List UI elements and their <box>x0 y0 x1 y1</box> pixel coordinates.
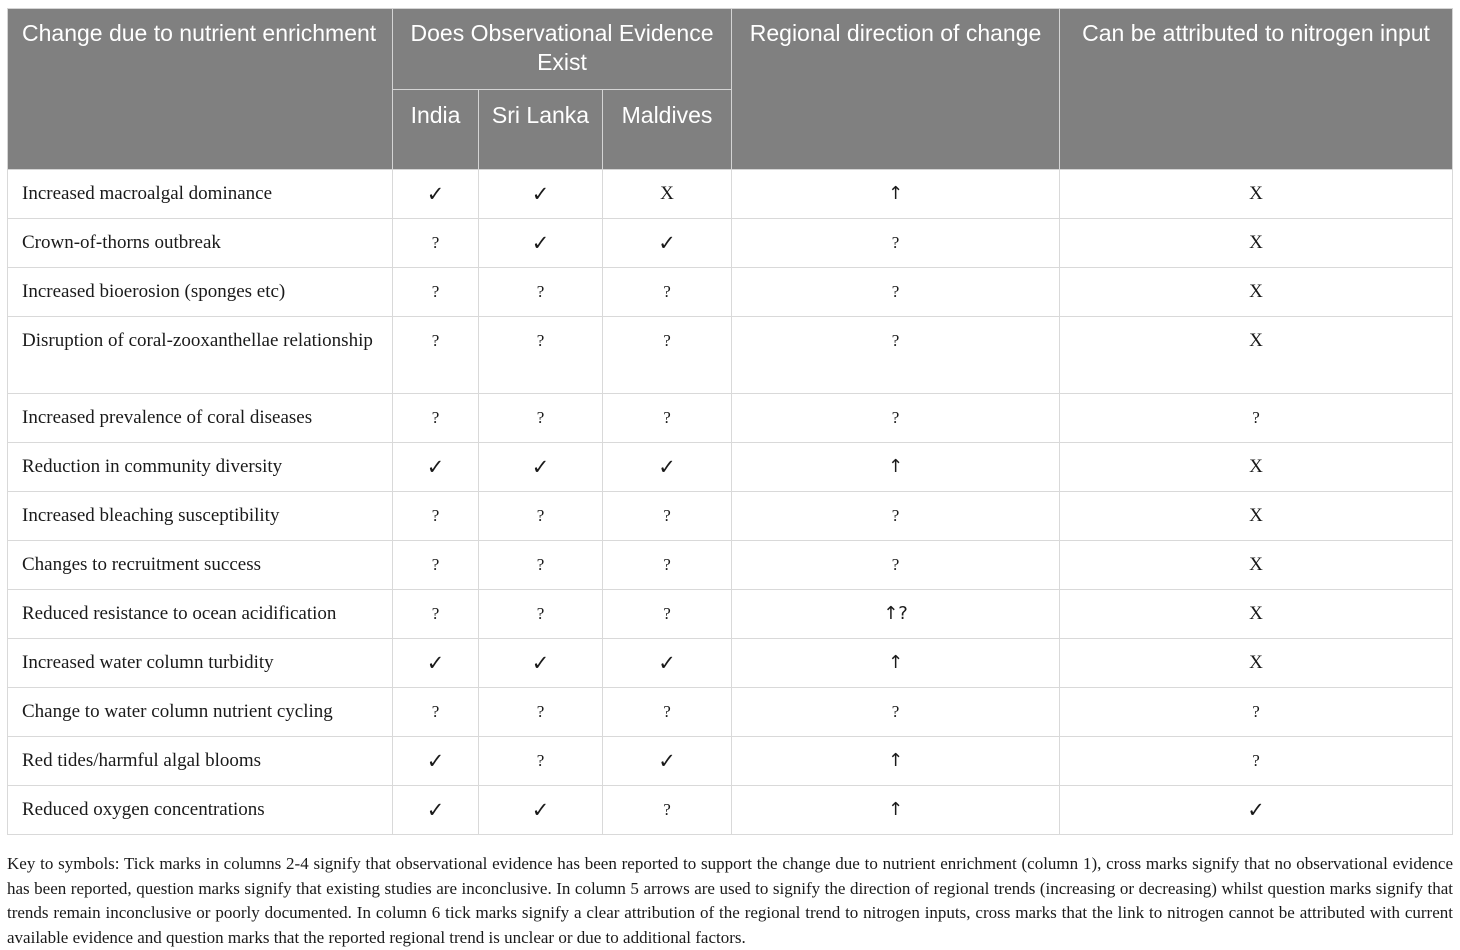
symbol-srilanka: ✓ <box>531 455 550 479</box>
table-row <box>8 639 1453 688</box>
cell-direction <box>732 394 1060 443</box>
row-label: Increased bleaching susceptibility <box>8 492 393 541</box>
symbol-direction: ↑ <box>887 750 904 771</box>
symbol-india: ? <box>431 604 440 623</box>
row-label: Increased macroalgal dominance <box>8 170 393 219</box>
cell-srilanka <box>479 219 603 268</box>
cell-srilanka <box>479 737 603 786</box>
symbol-maldives: ? <box>663 331 671 350</box>
cell-attribution <box>1060 786 1453 835</box>
cell-direction <box>732 639 1060 688</box>
symbol-attribution: X <box>1249 554 1263 575</box>
cell-maldives <box>603 590 732 639</box>
cell-maldives <box>603 268 732 317</box>
cell-srilanka <box>479 317 603 394</box>
symbol-direction: ↑ <box>887 652 904 673</box>
cell-india <box>393 268 479 317</box>
row-label: Reduced resistance to ocean acidification <box>8 590 393 639</box>
cell-india <box>393 443 479 492</box>
cell-srilanka <box>479 394 603 443</box>
cell-maldives <box>603 737 732 786</box>
cell-srilanka <box>479 590 603 639</box>
cell-india <box>393 492 479 541</box>
symbol-attribution: ? <box>1252 408 1260 427</box>
cell-srilanka <box>479 688 603 737</box>
table-body <box>8 170 1453 835</box>
symbol-india: ✓ <box>426 455 445 479</box>
symbol-srilanka: ? <box>536 555 545 574</box>
cell-attribution <box>1060 639 1453 688</box>
symbol-maldives: ? <box>663 282 671 301</box>
symbol-attribution: X <box>1249 505 1263 526</box>
cell-direction <box>732 170 1060 219</box>
cell-maldives <box>603 639 732 688</box>
cell-india <box>393 541 479 590</box>
symbol-direction: ? <box>891 408 900 427</box>
symbol-attribution: ✓ <box>1247 798 1265 822</box>
cell-srilanka <box>479 639 603 688</box>
cell-attribution <box>1060 170 1453 219</box>
cell-attribution <box>1060 541 1453 590</box>
symbol-india: ? <box>431 282 440 301</box>
symbol-srilanka: ? <box>536 331 545 350</box>
row-label: Reduction in community diversity <box>8 443 393 492</box>
cell-direction <box>732 268 1060 317</box>
cell-india <box>393 786 479 835</box>
cell-maldives <box>603 786 732 835</box>
row-label: Changes to recruitment success <box>8 541 393 590</box>
table-row <box>8 317 1453 394</box>
symbol-india: ? <box>431 555 440 574</box>
cell-india <box>393 317 479 394</box>
symbol-direction: ↑ <box>887 799 904 820</box>
footnote: Key to symbols: Tick marks in columns 2-4 signify that observational evidence has been reported to support the change due to nutrient enrichment (column 1), cross marks signify that no observational evidence has been reported, question marks signify that existing studies are inconclusive. In column 5 arrows are used to signify the direction of regional trends (increasing or decreasing) whilst question marks signify that trends remain inconclusive or poorly documented. In column 6 tick marks signify a clear attribution of the regional trend to nitrogen inputs, cross marks that the link to nitrogen cannot be attributed with current available evidence and question marks that the reported regional trend is unclear or due to additional factors. <box>7 854 1453 947</box>
symbol-maldives: ? <box>663 408 671 427</box>
symbol-direction: ? <box>891 506 900 525</box>
cell-india <box>393 590 479 639</box>
header-attribution: Can be attributed to nitrogen input <box>1060 9 1453 170</box>
cell-srilanka <box>479 541 603 590</box>
symbol-attribution: X <box>1249 183 1263 204</box>
symbol-india: ? <box>431 233 440 252</box>
symbol-attribution: X <box>1249 232 1263 253</box>
header-evidence-group: Does Observational Evidence Exist <box>393 9 732 90</box>
symbol-maldives: ✓ <box>658 749 676 773</box>
cell-maldives <box>603 317 732 394</box>
table-row <box>8 541 1453 590</box>
cell-srilanka <box>479 443 603 492</box>
symbol-direction: ↑? <box>883 603 908 624</box>
header-direction: Regional direction of change <box>732 9 1060 170</box>
cell-direction <box>732 443 1060 492</box>
header-srilanka: Sri Lanka <box>479 90 603 170</box>
symbol-direction: ? <box>891 702 900 721</box>
symbol-maldives: ? <box>663 800 671 819</box>
cell-maldives <box>603 170 732 219</box>
symbol-direction: ? <box>891 233 900 252</box>
cell-maldives <box>603 219 732 268</box>
header-india: India <box>393 90 479 170</box>
symbol-maldives: ? <box>663 555 671 574</box>
cell-attribution <box>1060 443 1453 492</box>
table-row <box>8 268 1453 317</box>
symbol-india: ? <box>431 331 440 350</box>
cell-maldives <box>603 443 732 492</box>
cell-maldives <box>603 688 732 737</box>
cell-attribution <box>1060 737 1453 786</box>
symbol-srilanka: ? <box>536 408 545 427</box>
cell-direction <box>732 317 1060 394</box>
symbol-direction: ? <box>891 282 900 301</box>
table-row <box>8 443 1453 492</box>
symbol-srilanka: ✓ <box>531 182 550 206</box>
symbol-india: ✓ <box>426 798 445 822</box>
row-label: Red tides/harmful algal blooms <box>8 737 393 786</box>
symbol-attribution: ? <box>1252 702 1260 721</box>
cell-maldives <box>603 492 732 541</box>
header-change: Change due to nutrient enrichment <box>8 9 393 170</box>
table-row <box>8 688 1453 737</box>
table-row <box>8 394 1453 443</box>
symbol-srilanka: ? <box>536 604 545 623</box>
cell-srilanka <box>479 268 603 317</box>
row-label: Disruption of coral-zooxanthellae relationship <box>8 317 393 394</box>
cell-direction <box>732 688 1060 737</box>
symbol-srilanka: ? <box>536 702 545 721</box>
table-row <box>8 737 1453 786</box>
symbol-maldives: ? <box>663 702 671 721</box>
cell-direction <box>732 541 1060 590</box>
symbol-maldives: ? <box>663 604 671 623</box>
cell-india <box>393 639 479 688</box>
cell-attribution <box>1060 590 1453 639</box>
symbol-direction: ↑ <box>887 456 904 477</box>
table-row <box>8 590 1453 639</box>
cell-direction <box>732 737 1060 786</box>
row-label: Increased bioerosion (sponges etc) <box>8 268 393 317</box>
symbol-india: ? <box>431 506 440 525</box>
table-row <box>8 492 1453 541</box>
header-maldives: Maldives <box>603 90 732 170</box>
cell-maldives <box>603 541 732 590</box>
symbol-maldives: X <box>660 183 674 204</box>
cell-attribution <box>1060 317 1453 394</box>
cell-india <box>393 170 479 219</box>
symbol-maldives: ✓ <box>658 231 676 255</box>
cell-attribution <box>1060 688 1453 737</box>
cell-srilanka <box>479 786 603 835</box>
symbol-maldives: ✓ <box>658 455 676 479</box>
symbol-attribution: ? <box>1252 751 1260 770</box>
symbol-direction: ? <box>891 331 900 350</box>
symbol-attribution: X <box>1249 652 1263 673</box>
symbol-direction: ↑ <box>887 183 904 204</box>
table-row <box>8 786 1453 835</box>
symbol-attribution: X <box>1249 456 1263 477</box>
row-label: Reduced oxygen concentrations <box>8 786 393 835</box>
cell-maldives <box>603 394 732 443</box>
cell-srilanka <box>479 492 603 541</box>
row-label: Change to water column nutrient cycling <box>8 688 393 737</box>
symbol-india: ✓ <box>426 651 445 675</box>
table-container <box>7 8 1452 835</box>
symbol-india: ? <box>431 408 440 427</box>
row-label: Increased water column turbidity <box>8 639 393 688</box>
symbol-india: ? <box>431 702 440 721</box>
nutrient-enrichment-table <box>7 8 1453 835</box>
symbol-srilanka: ✓ <box>531 798 550 822</box>
cell-direction <box>732 590 1060 639</box>
cell-direction <box>732 492 1060 541</box>
symbol-maldives: ✓ <box>658 651 676 675</box>
cell-direction <box>732 786 1060 835</box>
cell-srilanka <box>479 170 603 219</box>
symbol-srilanka: ? <box>536 506 545 525</box>
cell-attribution <box>1060 394 1453 443</box>
cell-attribution <box>1060 268 1453 317</box>
symbol-maldives: ? <box>663 506 671 525</box>
row-label: Crown-of-thorns outbreak <box>8 219 393 268</box>
cell-india <box>393 737 479 786</box>
symbol-attribution: X <box>1249 330 1263 351</box>
cell-india <box>393 219 479 268</box>
cell-attribution <box>1060 492 1453 541</box>
cell-direction <box>732 219 1060 268</box>
symbol-attribution: X <box>1249 603 1263 624</box>
symbol-india: ✓ <box>426 749 445 773</box>
symbol-srilanka: ? <box>536 751 545 770</box>
table-row <box>8 170 1453 219</box>
cell-india <box>393 394 479 443</box>
symbol-attribution: X <box>1249 281 1263 302</box>
symbol-srilanka: ✓ <box>531 231 550 255</box>
cell-india <box>393 688 479 737</box>
row-label: Increased prevalence of coral diseases <box>8 394 393 443</box>
symbol-india: ✓ <box>426 182 445 206</box>
cell-attribution <box>1060 219 1453 268</box>
symbol-srilanka: ? <box>536 282 545 301</box>
symbol-direction: ? <box>891 555 900 574</box>
table-row <box>8 219 1453 268</box>
table-header <box>8 9 1453 170</box>
symbol-srilanka: ✓ <box>531 651 550 675</box>
